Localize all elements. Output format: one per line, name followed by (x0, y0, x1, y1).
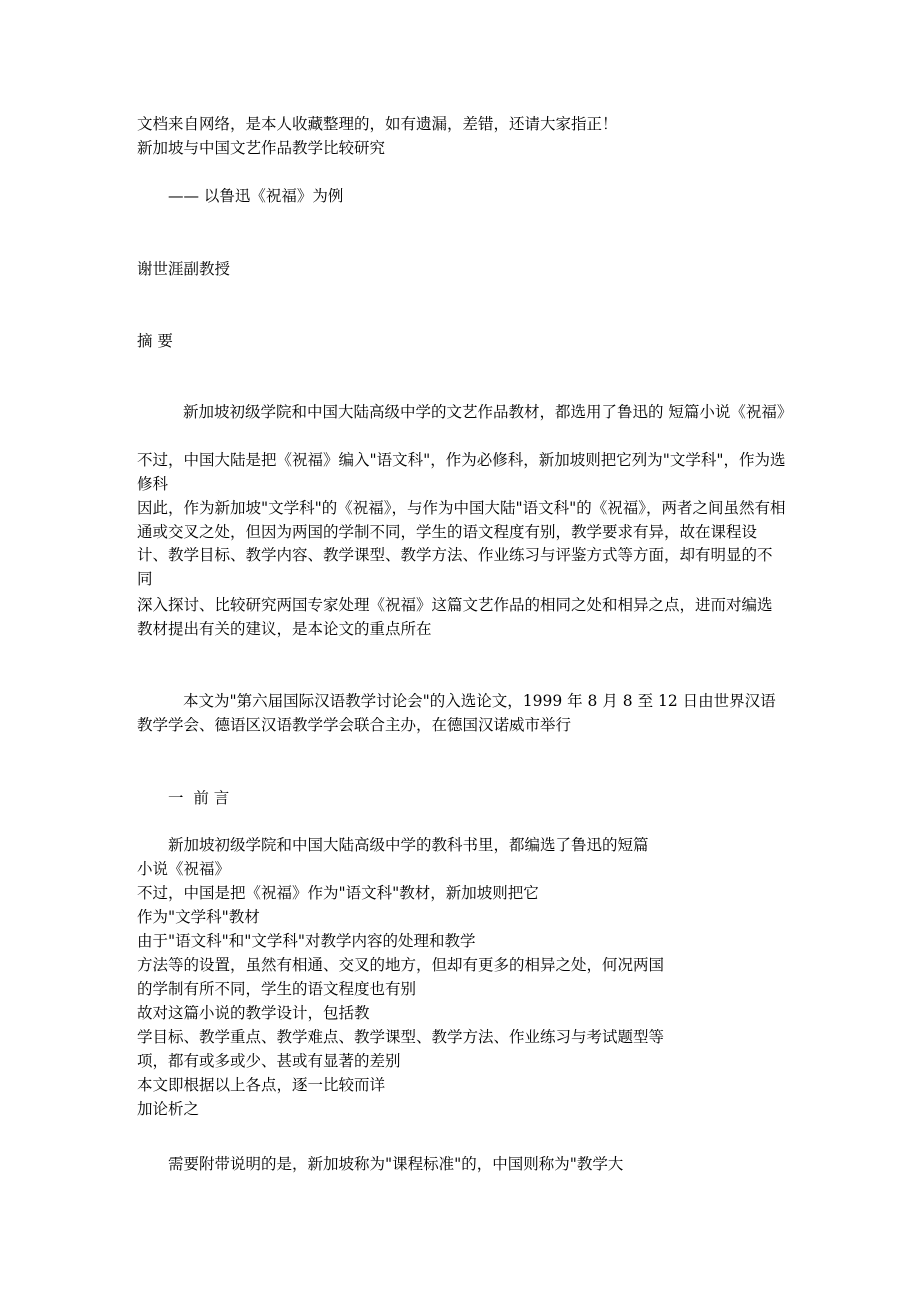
abstract-paragraph-2: 不过，中国大陆是把《祝福》编入"语文科"，作为必修科，新加坡则把它列为"文学科"，作为选修科 (137, 451, 786, 493)
document-title: 新加坡与中国文艺作品教学比较研究 (137, 139, 386, 157)
author-line: 谢世涯副教授 (137, 260, 231, 278)
abstract-heading: 摘 要 (137, 332, 173, 350)
abstract-paragraph: 新加坡初级学院和中国大陆高级中学的文艺作品教材，都选用了鲁迅的 短篇小说《祝福》 (183, 403, 793, 421)
intro-line: 由于"语文科"和"文学科"对教学内容的处理和教学 (137, 932, 476, 950)
abstract-paragraph-4: 深入探讨、比较研究两国专家处理《祝福》这篇文艺作品的相同之处和相异之点，进而对编选教材提出有关的建议，是本论文的重点所在 (137, 596, 773, 638)
intro-line: 本文即根据以上各点，逐一比较而详 (137, 1076, 386, 1094)
intro-line: 故对这篇小说的教学设计，包括教 (137, 1004, 370, 1022)
intro-line: 小说《祝福》 (137, 860, 231, 878)
intro-line: 的学制有所不同，学生的语文程度也有别 (137, 980, 417, 998)
abstract-paragraph-3: 因此，作为新加坡"文学科"的《祝福》，与作为中国大陆"语文科"的《祝福》，两者之间虽然有相通或交叉之处，但因为两国的学制不同，学生的语文程度有别，教学要求有异，故在课程设计、教学目标、教学内容、教学课型、教学方法、作业练习与评鉴方式等方面，却有明显的不同 (137, 499, 786, 588)
intro-line: 新加坡初级学院和中国大陆高级中学的教科书里，都编选了鲁迅的短篇 (168, 836, 649, 854)
intro-line: 方法等的设置，虽然有相通、交叉的地方，但却有更多的相异之处，何况两国 (137, 956, 665, 974)
closing-line: 需要附带说明的是，新加坡称为"课程标准"的，中国则称为"教学大 (168, 1155, 624, 1173)
intro-line: 项，都有或多或少、甚或有显著的差别 (137, 1052, 401, 1070)
intro-line: 不过，中国是把《祝福》作为"语文科"教材，新加坡则把它 (137, 884, 539, 902)
section-heading: 一 前 言 (168, 789, 230, 807)
footnote-paragraph: 本文为"第六届国际汉语教学讨论会"的入选论文，1999 年 8 月 8 至 12 日由世界汉语教学学会、德语区汉语教学学会联合主办，在德国汉诺威市举行 (137, 692, 776, 734)
intro-line: 加论析之 (137, 1100, 200, 1118)
intro-line: 学目标、教学重点、教学难点、教学课型、教学方法、作业练习与考试题型等 (137, 1028, 665, 1046)
intro-line: 作为"文学科"教材 (137, 908, 260, 926)
document-subtitle: —— 以鲁迅《祝福》为例 (168, 187, 344, 205)
source-notice: 文档来自网络，是本人收藏整理的，如有遗漏，差错，还请大家指正！ (137, 115, 618, 133)
